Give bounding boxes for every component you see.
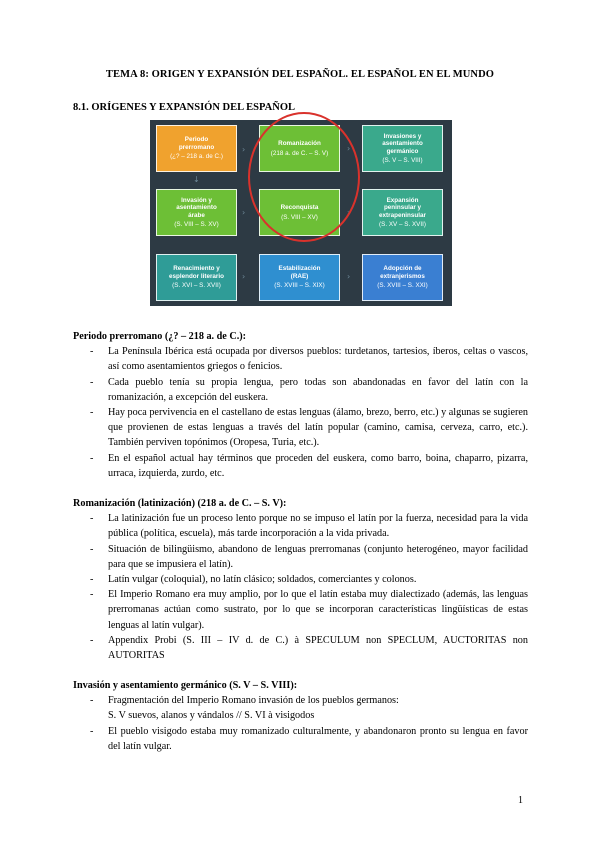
section-periodo-prerromano xyxy=(73,329,528,481)
box-invasion-arabe xyxy=(156,189,237,236)
box-renacimiento xyxy=(156,254,237,301)
section-heading: 8.1. ORÍGENES Y EXPANSIÓN DEL ESPAÑOL xyxy=(73,102,295,113)
box-title: Periodo prerromano xyxy=(178,136,215,151)
hand-drawn-circle-annotation xyxy=(248,112,360,242)
document-title: TEMA 8: ORIGEN Y EXPANSIÓN DEL ESPAÑOL. EL ESPAÑOL EN EL MUNDO xyxy=(105,69,495,80)
section-heading: Romanización (latinización) (218 a. de C. – S. V): xyxy=(73,498,287,509)
list-item: - Latín vulgar (coloquial), no latín clásico; soldados, comerciantes y colonos. xyxy=(73,572,528,587)
arrow-right-icon: › xyxy=(242,208,246,217)
box-title: Estabilización (RAE) xyxy=(278,265,321,280)
section-germanico xyxy=(73,678,528,754)
arrow-right-icon: › xyxy=(242,272,246,281)
page-number: 1 xyxy=(518,795,523,806)
section-heading: Periodo prerromano (¿? – 218 a. de C.): xyxy=(73,331,247,342)
arrow-down-icon: ↓ xyxy=(193,175,200,184)
box-expansion xyxy=(362,189,443,236)
list-item: - La Península Ibérica está ocupada por diversos pueblos: turdetanos, tartesios, íberos, celtas o vascos, así como asentamientos griegos o fenicios. xyxy=(73,344,528,374)
list-item: - Situación de bilingüismo, abandono de lenguas prerromanas (conjunto heterogéneo, mayor facilidad para que se impusiera el latín). xyxy=(73,542,528,572)
list-item: - Appendix Probi (S. III – IV d. de C.) à SPECULUM non SPECLUM, AUCTORITAS non AUTORITAS xyxy=(73,633,528,663)
box-title: Reconquista xyxy=(280,204,319,212)
arrow-right-icon: › xyxy=(242,145,246,154)
box-title: Adopción de extranjerismos xyxy=(380,265,425,280)
section-romanizacion xyxy=(73,496,528,663)
box-extranjerismos xyxy=(362,254,443,301)
list-item: - Hay poca pervivencia en el castellano de estas lenguas (álamo, brezo, berro, etc.) y algunas se sugieren que provienen de estas lenguas a través del latín popular (camino, camisa, cerveza, carro, etc.). También perviven topónimos (Oropesa, Turia, etc.). xyxy=(73,405,528,451)
box-dates: (S. XVI – S. XVII) xyxy=(172,282,221,290)
box-dates: (S. XVIII – S. XIX) xyxy=(274,282,325,290)
list-item: - Cada pueblo tenía su propia lengua, pero todas son abandonadas en favor del latín con la romanización, a excepción del euskera. xyxy=(73,375,528,405)
box-dates: (S. VIII – XV) xyxy=(281,213,318,221)
box-dates: (S. XVIII – S. XXI) xyxy=(377,282,428,290)
box-title: Romanización xyxy=(278,140,321,148)
box-estabilizacion xyxy=(259,254,340,301)
box-periodo-prerromano xyxy=(156,125,237,172)
arrow-right-icon: › xyxy=(347,208,351,217)
arrow-right-icon: › xyxy=(347,272,351,281)
box-title: Expansión peninsular y extrapeninsular xyxy=(379,196,426,219)
box-title: Invasión y asentamiento árabe xyxy=(176,196,217,219)
box-dates: (218 a. de C. – S. V) xyxy=(270,149,329,157)
section-heading: Invasión y asentamiento germánico (S. V – S. VIII): xyxy=(73,680,298,691)
box-dates: (S. V – S. VIII) xyxy=(382,156,423,164)
list-item: - La latinización fue un proceso lento porque no se impuso el latín por la fuerza, necesidad para la vida pública (política, escuela), más tarde incorporación a la vida privada. xyxy=(73,511,528,541)
box-dates: (S. VIII – S. XV) xyxy=(174,220,219,228)
arrow-right-icon: › xyxy=(347,144,351,153)
box-title: Renacimiento y esplendor literario xyxy=(169,265,224,280)
list-item: - El Imperio Romano era muy amplio, por lo que el latín estaba muy dialectizado (además, las lenguas prerromanas actúan como sustrato, por lo que se incorporan características lingüísticas de estas lenguas al latín vulgar). xyxy=(73,587,528,633)
list-item: - Fragmentación del Imperio Romano invasión de los pueblos germanos: S. V suevos, alanos y vándalos // S. VI à visigodos xyxy=(73,693,528,723)
box-title: Invasiones y asentamiento germánico xyxy=(382,132,423,155)
list-item: - En el español actual hay términos que proceden del euskera, como barro, boina, chaparro, pizarra, urraca, izquierda, zurdo, etc. xyxy=(73,451,528,481)
box-dates: (¿? – 218 a. de C.) xyxy=(170,153,223,161)
list-item: - El pueblo visigodo estaba muy romanizado culturalmente, y abandonaron pronto su lengua en favor del latín vulgar. xyxy=(73,724,528,754)
box-invasiones-germanico xyxy=(362,125,443,172)
box-dates: (S. XV – S. XVII) xyxy=(379,220,426,228)
